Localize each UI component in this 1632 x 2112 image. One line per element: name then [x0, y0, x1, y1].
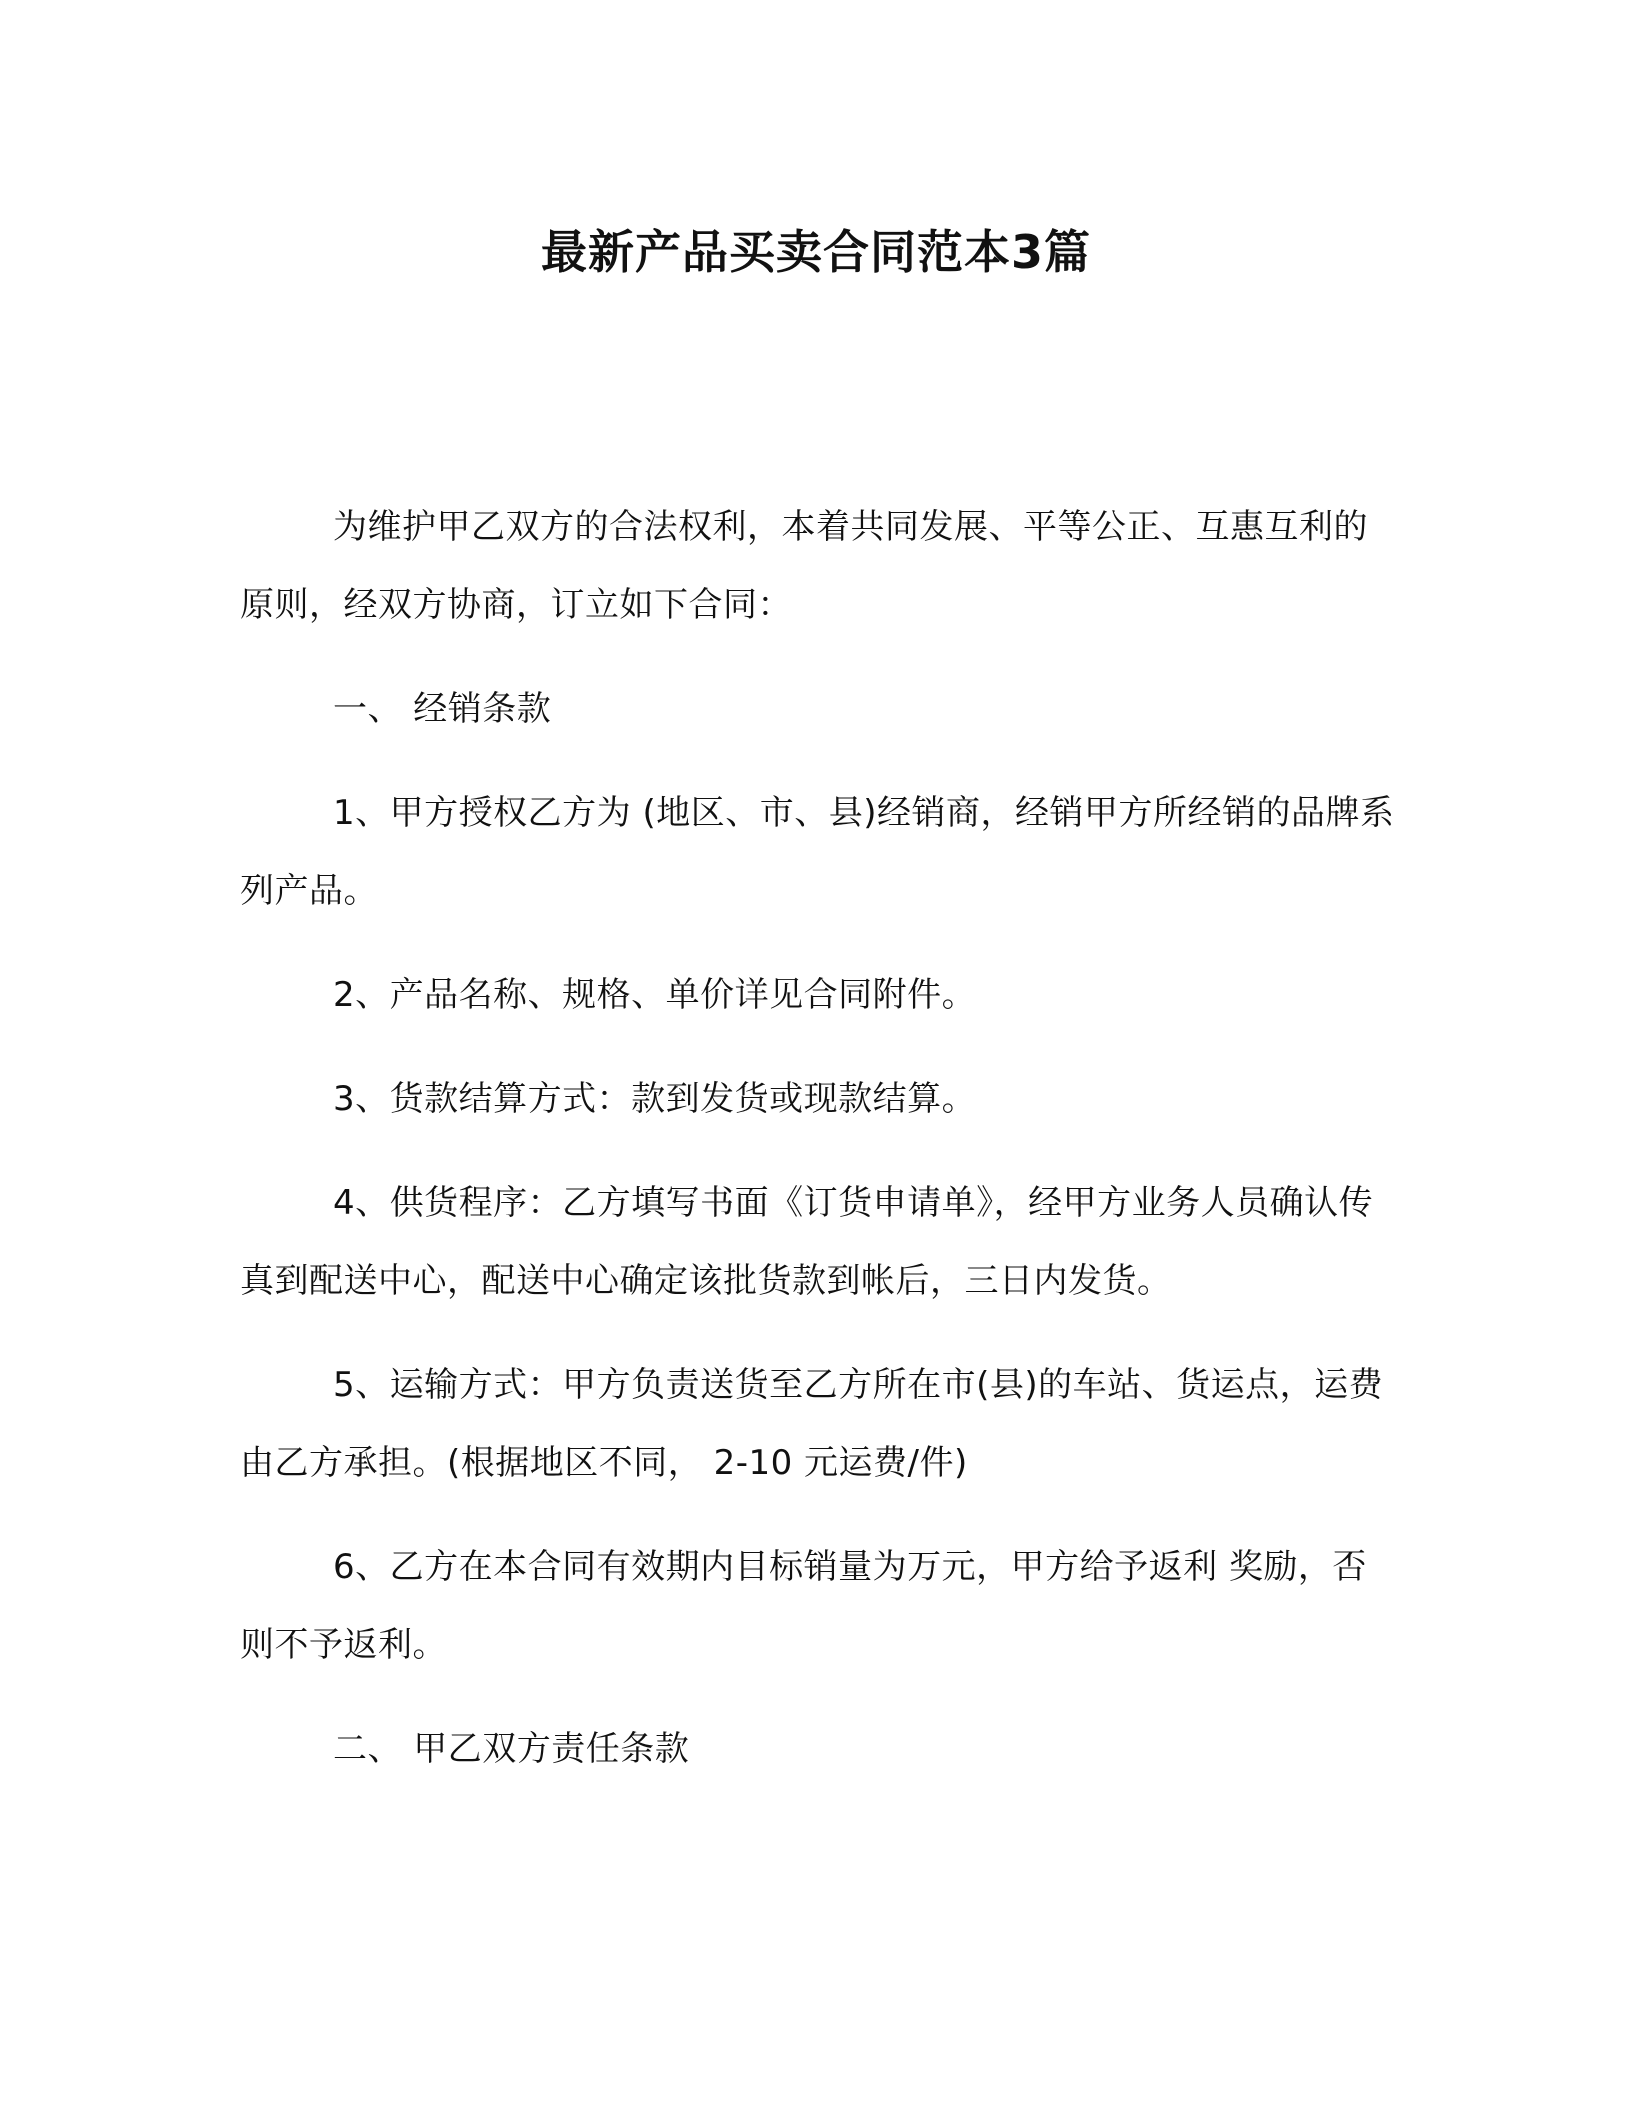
clause-4-supply-procedure: 4、供货程序：乙方填写书面《订货申请单》，经甲方业务人员确认传真到配送中心，配送中心确定该批货款到帐后，三日内发货。: [240, 1183, 1374, 1301]
clause-2-product-details: 2、产品名称、规格、单价详见合同附件。: [333, 975, 977, 1015]
clause-1-authorization: 1、甲方授权乙方为 (地区、市、县)经销商，经销甲方所经销的品牌系列产品。: [240, 793, 1395, 911]
document-title: 最新产品买卖合同范本3篇: [540, 225, 1091, 279]
document-body: [240, 488, 1400, 1814]
clause-6-sales-target: 6、乙方在本合同有效期内目标销量为万元，甲方给予返利 奖励，否则不予返利。: [240, 1547, 1367, 1665]
clause-5-transport-method: 5、运输方式：甲方负责送货至乙方所在市(县)的车站、货运点，运费由乙方承担。(根据地区不同， 2-10 元运费/件): [240, 1365, 1384, 1483]
clause-3-payment-method: 3、货款结算方式：款到发货或现款结算。: [333, 1079, 977, 1119]
intro-paragraph: 为维护甲乙双方的合法权利，本着共同发展、平等公正、互惠互利的原则，经双方协商，订立如下合同：: [240, 507, 1368, 625]
section-heading-distribution-terms: 一、 经销条款: [333, 689, 552, 729]
section-heading-responsibilities: 二、 甲乙双方责任条款: [333, 1729, 690, 1769]
